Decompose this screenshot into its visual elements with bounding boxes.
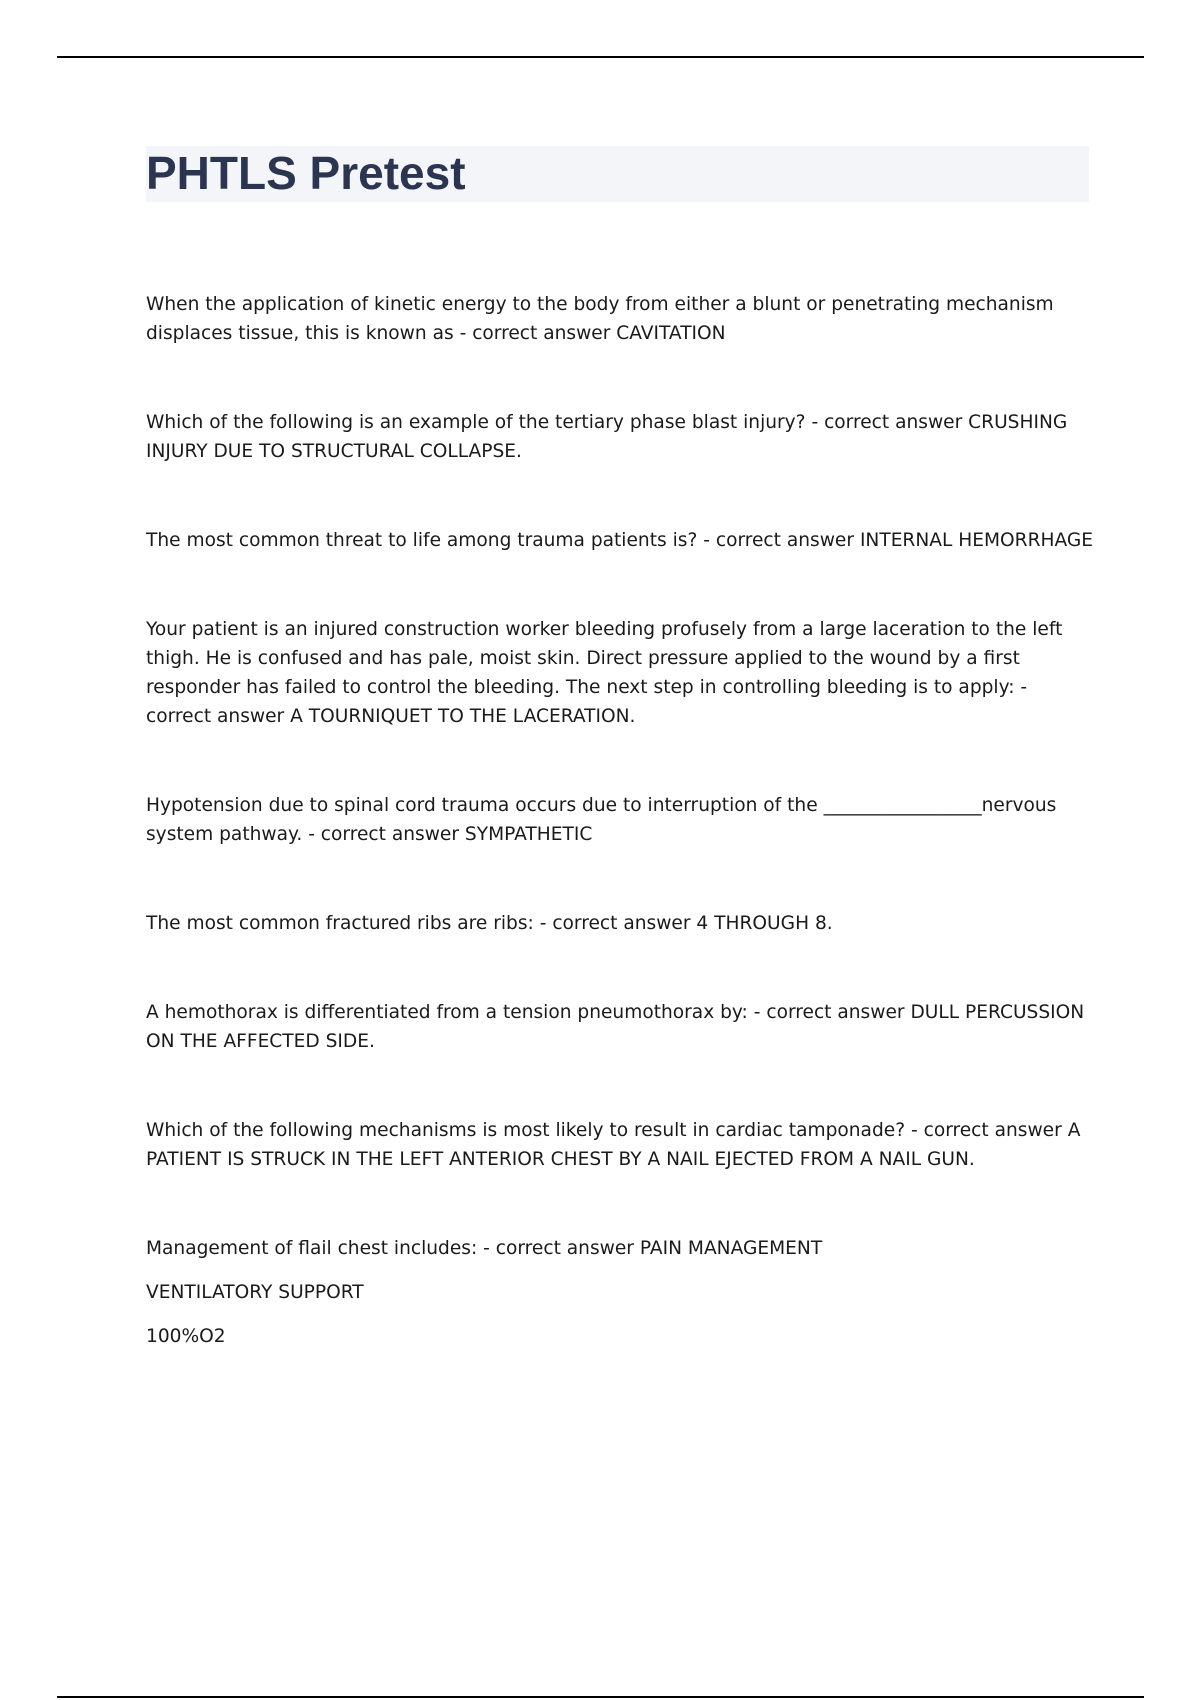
qa-item-5 xyxy=(146,791,1096,849)
question-text: Which of the following is an example of the tertiary phase blast injury? xyxy=(146,412,806,433)
qa-item-8 xyxy=(146,1116,1096,1174)
answer-separator: - correct answer xyxy=(805,412,969,433)
answer-text: CAVITATION xyxy=(616,323,726,344)
answer-separator: - correct answer xyxy=(453,323,617,344)
answer-separator: - correct answer xyxy=(302,824,465,845)
answer-separator: - correct answer xyxy=(533,913,697,934)
question-text: Hypotension due to spinal cord trauma occurs due to interruption of the _________________nervous system pathway. xyxy=(146,795,1057,845)
answer-separator: - correct answer xyxy=(905,1120,1068,1141)
answer-separator: - correct answer xyxy=(477,1238,640,1259)
answer-text: A TOURNIQUET TO THE LACERATION. xyxy=(290,706,636,727)
answer-text: 4 THROUGH 8. xyxy=(696,913,833,934)
question-text: Management of flail chest includes: xyxy=(146,1238,478,1259)
question-text: Which of the following mechanisms is most likely to result in cardiac tamponade? xyxy=(146,1120,906,1141)
question-text: A hemothorax is differentiated from a tension pneumothorax by: xyxy=(146,1002,748,1023)
answer-text: A PATIENT IS STRUCK IN THE LEFT ANTERIOR CHEST BY A NAIL EJECTED FROM A NAIL GUN. xyxy=(146,1120,1081,1170)
answer-separator: - correct answer xyxy=(747,1002,911,1023)
question-text: The most common fractured ribs are ribs: xyxy=(146,913,534,934)
qa-item-4 xyxy=(146,615,1096,731)
qa-item-2 xyxy=(146,408,1096,466)
answer-text: DULL PERCUSSION ON THE AFFECTED SIDE. xyxy=(146,1002,1085,1052)
answer-text: PAIN MANAGEMENT xyxy=(639,1238,823,1259)
bottom-rule xyxy=(57,1696,1144,1698)
question-text: The most common threat to life among trauma patients is? xyxy=(146,530,698,551)
answer-continuation-line: 100%O2 xyxy=(146,1326,226,1347)
qa-list xyxy=(146,290,1096,1351)
answer-separator: - correct answer xyxy=(697,530,860,551)
qa-item-7 xyxy=(146,998,1096,1056)
qa-item-6 xyxy=(146,909,1096,938)
answer-continuation-line: VENTILATORY SUPPORT xyxy=(146,1282,364,1303)
answer-text: SYMPATHETIC xyxy=(464,824,593,845)
qa-item-1 xyxy=(146,290,1096,348)
question-text: When the application of kinetic energy to the body from either a blunt or penetrating mechanism displaces tissue, this is known as xyxy=(146,294,1054,344)
question-text: Your patient is an injured construction worker bleeding profusely from a large laceration to the left thigh. He is confused and has pale, moist skin. Direct pressure applied to the wound by a first responder has failed to control the bleeding. The next step in controlling bleeding is to apply: xyxy=(146,619,1063,698)
qa-item-3 xyxy=(146,526,1096,555)
answer-separator: - correct answer xyxy=(146,677,1028,727)
qa-item-9 xyxy=(146,1234,1096,1263)
page-title: PHTLS Pretest xyxy=(146,147,466,199)
top-rule xyxy=(57,56,1144,58)
answer-text: INTERNAL HEMORRHAGE xyxy=(859,530,1094,551)
answer-text: CRUSHING INJURY DUE TO STRUCTURAL COLLAPSE. xyxy=(146,412,1068,462)
